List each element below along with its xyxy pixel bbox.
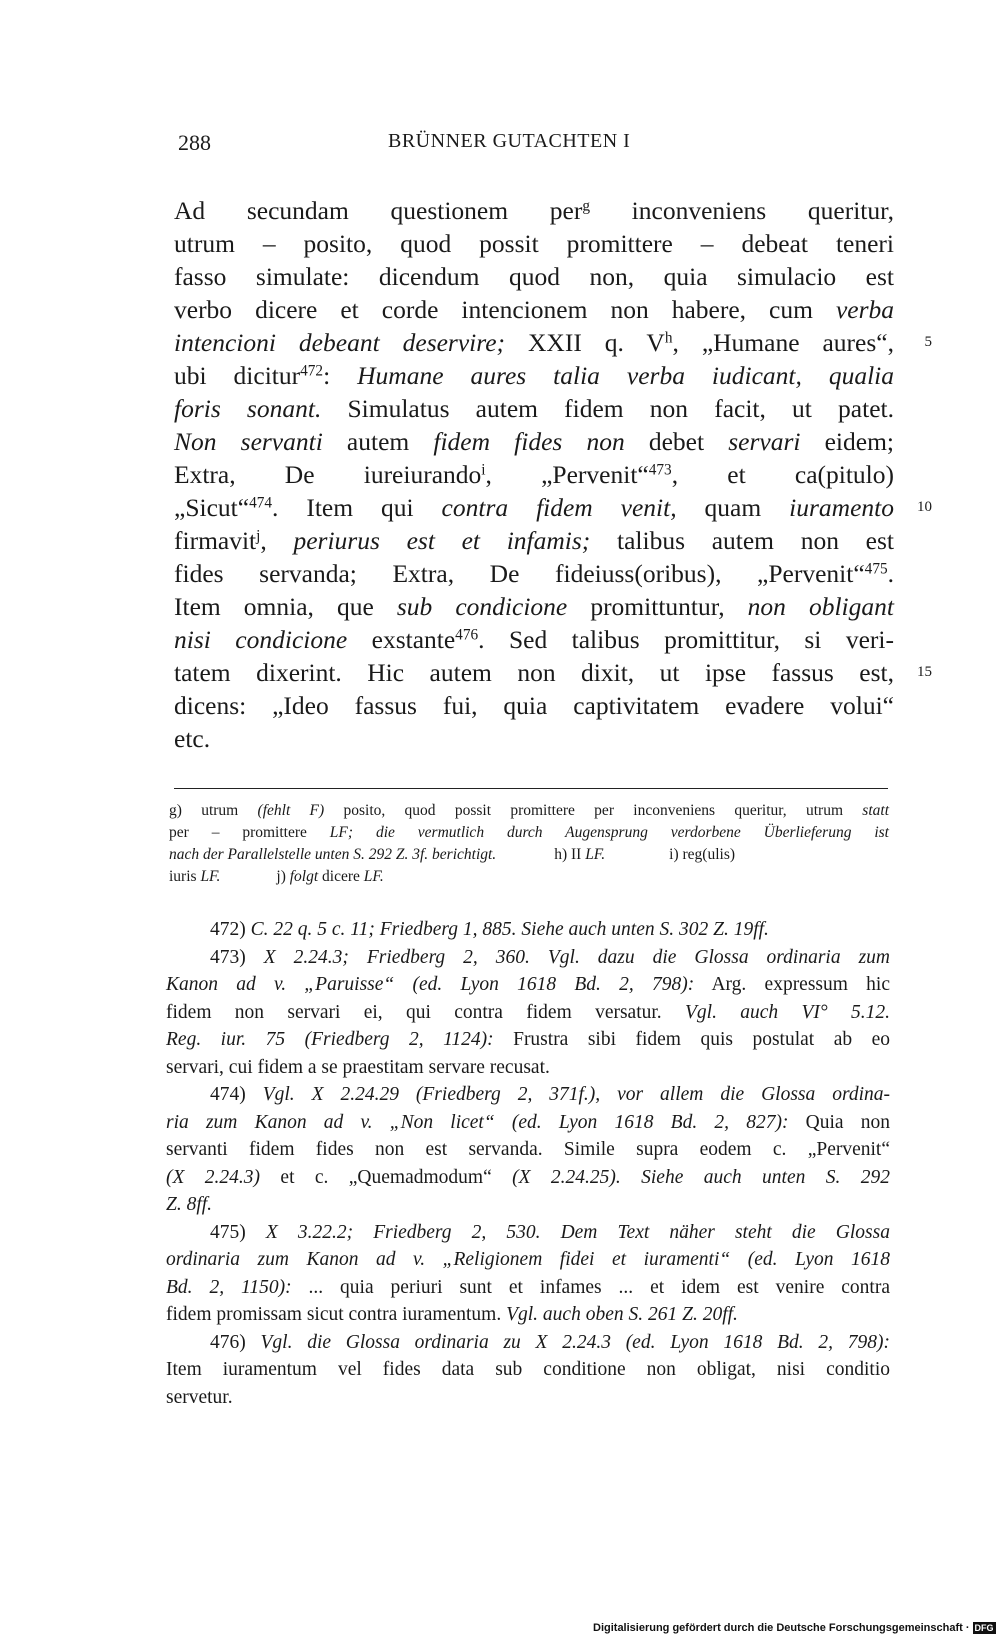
footnote-line: servanti fidem fides non est servanda. Simile supra eodem c. „Pervenit“ — [166, 1139, 890, 1160]
digitization-credit: Digitalisierung gefördert durch die Deutsche Forschungsgemeinschaft · DFG — [593, 1622, 994, 1634]
text-line: Ad secundam questionem per$^g$ inconveniens queritur, — [174, 196, 894, 225]
footnote-line: Reg. iur. 75 (Friedberg 2, 1124): Frustra sibi fidem quis postulat ab eo — [166, 1029, 890, 1050]
text-line: Extra, De iureiurando$^i$, „Pervenit“$^{473}$, et ca(pitulo) — [174, 460, 894, 489]
footnote-472: 472) C. 22 q. 5 c. 11; Friedberg 1, 885. Siehe auch unten S. 302 Z. 19ff. — [210, 919, 769, 940]
dfg-logo: DFG — [974, 1623, 994, 1634]
footnote-line: ria zum Kanon ad v. „Non licet“ (ed. Lyon 1618 Bd. 2, 827): Quia non — [166, 1111, 890, 1133]
footnote-line: fidem non servari ei, qui contra fidem versatur. Vgl. auch VI° 5.12. — [166, 1001, 890, 1023]
text-line: nisi condicione exstante$^{476}$. Sed talibus promittitur, si veri- — [174, 625, 894, 654]
line-number: 5 — [924, 334, 932, 350]
footnote-474: 474) Vgl. X 2.24.29 (Friedberg 2, 371f.), vor allem die Glossa ordina- — [210, 1084, 890, 1105]
footnote-473: 473) X 2.24.3; Friedberg 2, 360. Vgl. dazu die Glossa ordinaria zum — [210, 946, 890, 968]
apparatus-line: nach der Parallelstelle unten S. 292 Z. 3f. berichtigt. h) II LF. i) reg(ulis) — [169, 846, 736, 863]
apparatus-line: g) utrum (fehlt F) posito, quod possit promittere per inconveniens queritur, utrum statt — [169, 802, 889, 819]
text-line: dicens: „Ideo fassus fui, quia captivitatem evadere volui“ — [174, 691, 894, 720]
apparatus-line: iuris LF. j) folgt dicere LF. — [169, 868, 384, 885]
footnote-line: fidem promissam sicut contra iuramentum. Vgl. auch oben S. 261 Z. 20ff. — [166, 1304, 738, 1325]
footnote-divider — [174, 788, 888, 789]
text-line: „Sicut“$^{474}$. Item qui contra fidem venit, quam iuramento 10 — [174, 493, 932, 522]
main-text — [174, 194, 932, 755]
footnote-line: ordinaria zum Kanon ad v. „Religionem fidei et iuramenti“ (ed. Lyon 1618 — [166, 1249, 890, 1270]
critical-apparatus — [169, 800, 889, 888]
footnote-line: (X 2.24.3) et c. „Quemadmodum“ (X 2.24.25). Siehe auch unten S. 292 — [166, 1166, 890, 1188]
footnote-line: Z. 8ff. — [166, 1194, 213, 1215]
text-line: ubi dicitur$^{472}$: Humane aures talia verba iudicant, qualia — [174, 361, 894, 390]
text-line: fides servanda; Extra, De fideiuss(oribus), „Pervenit“$^{475}$. — [174, 559, 894, 588]
text-line: foris sonant. Simulatus autem fidem non facit, ut patet. — [174, 394, 894, 423]
footnote-476: 476) Vgl. die Glossa ordinaria zu X 2.24.3 (ed. Lyon 1618 Bd. 2, 798): — [210, 1331, 890, 1353]
text-line: verbo dicere et corde intencionem non habere, cum verba — [174, 295, 894, 324]
text-line: intencioni debeant deservire; XXII q. $V^h$, „Humane aures“, 5 — [174, 328, 932, 357]
footnote-475: 475) X 3.22.2; Friedberg 2, 530. Dem Text näher steht die Glossa — [210, 1221, 890, 1243]
footnote-line: servetur. — [166, 1386, 233, 1408]
footnotes — [166, 916, 890, 1411]
text-line: Item omnia, que sub condicione promittuntur, non obligant — [174, 592, 894, 621]
text-line: firmavit$^j$, periurus est et infamis; talibus autem non est — [174, 526, 894, 555]
page-header — [178, 130, 890, 164]
page-number: 288 — [178, 130, 211, 155]
text-line: tatem dixerint. Hic autem non dixit, ut ipse fassus est, 15 — [174, 658, 932, 687]
apparatus-line: per – promittere LF; die vermutlich durch Augensprung verdorbene Überlieferung ist — [169, 824, 889, 841]
text-line: etc. — [174, 724, 211, 753]
line-number: 15 — [917, 664, 932, 680]
text-line: fasso simulate: dicendum quod non, quia simulacio est — [174, 262, 894, 291]
footnote-line: Bd. 2, 1150): ... quia periuri sunt et infames ... et idem est venire contra — [166, 1276, 890, 1298]
footnote-line: Item iuramentum vel fides data sub conditione non obligat, nisi conditio — [166, 1359, 890, 1380]
text-line: utrum – posito, quod possit promittere – debeat teneri — [174, 229, 894, 258]
line-number: 10 — [917, 499, 932, 515]
footnote-line: servari, cui fidem a se praestitam servare recusat. — [166, 1056, 550, 1078]
footnote-line: Kanon ad v. „Paruisse“ (ed. Lyon 1618 Bd. 2, 798): Arg. expressum hic — [166, 974, 890, 995]
running-title: BRÜNNER GUTACHTEN I — [388, 130, 631, 152]
text-line: Non servanti autem fidem fides non debet servari eidem; — [174, 427, 894, 456]
